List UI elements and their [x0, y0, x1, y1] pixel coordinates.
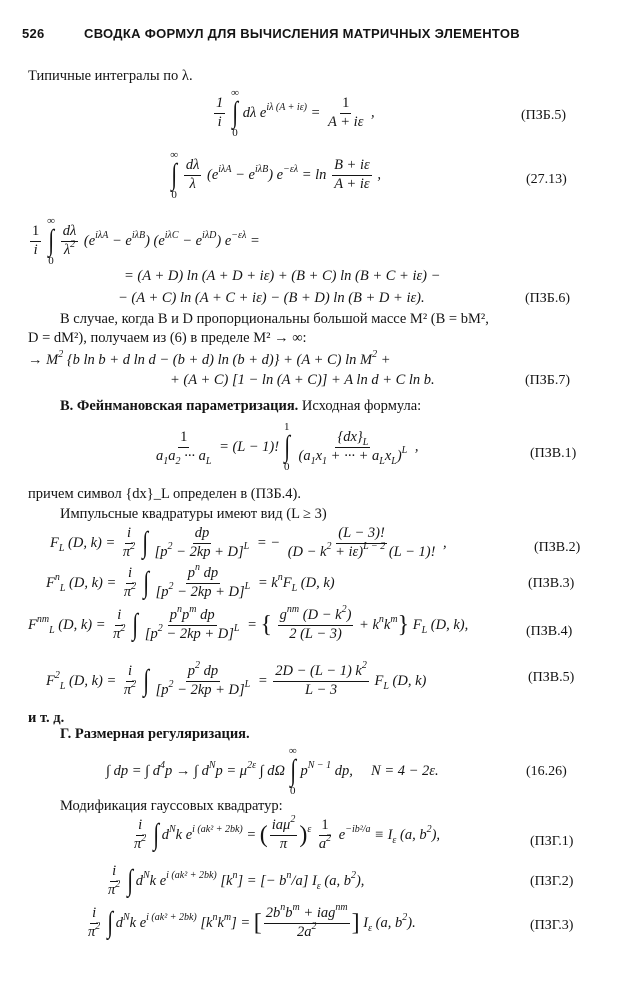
- section-b-heading: [60, 398, 421, 415]
- equation-p3v1: $\frac{1}{a_1a_2 \cdot\cdot\cdot a_L}$ = (L − 1)! 1 ∫ 0 $\frac{\{dx\}_L}{(a_1x_1 + \cdot\cdot\cdot + a_Lx_L)^L}$ ,: [156, 421, 419, 473]
- quadratures-intro: Импульсные квадратуры имеют вид (L ≥ 3): [60, 506, 327, 522]
- case-text-line2: D = dM²), получаем из (6) в пределе M² → ∞:: [28, 330, 307, 346]
- equation-tag: (ПЗБ.6): [525, 291, 570, 306]
- equation-p3g3: $\frac{i}{\pi^2}$ ∫ $d^Nk$ $e^{i (ak^2 + 2bk)}$ $[k^nk^m]$ = [ $\frac{2b^nb^m + iag^{nm}}{2a^2}$ ] $I_\varepsilon$ (a, $b^2$).: [88, 902, 416, 940]
- section-b-title: В. Фейнмановская параметризация.: [60, 398, 299, 414]
- equation-tag: (ПЗВ.3): [528, 576, 575, 591]
- equation-tag: (16.26): [526, 764, 567, 779]
- equation-p3v3: $F^n_L$ (D, k) = $\frac{i}{\pi^2}$ ∫ $\frac{p^n dp}{[p^2 - 2kp + D]^L}$ = $k^nF_L$ (D, k): [46, 562, 335, 600]
- page-number: 526: [22, 26, 45, 41]
- case-text-line1: В случае, когда B и D пропорциональны большой массе M² (B = bM²,: [60, 311, 489, 327]
- equation-p3g1: $\frac{i}{\pi^2}$ ∫ $d^Nk$ $e^{i (ak^2 + 2bk)}$ = ( $\frac{ia\mu^2}{\pi}$ )$^\varepsilon$ $\frac{1}{a^2}$ $e^{-ib^2/a} \equiv I_\varepsilon$ (a, $b^2$),: [134, 814, 441, 852]
- equation-tag: (ПЗБ.5): [521, 108, 566, 123]
- section-b-rest: Исходная формула:: [301, 398, 422, 414]
- equation-p3v5: $F^2_L$ (D, k) = $\frac{i}{\pi^2}$ ∫ $\frac{p^2 dp}{[p^2 - 2kp + D]^L}$ = $\frac{2D - (L - 1) k^2}{L - 3}$ $F_L$ (D, k): [46, 660, 427, 698]
- equation-p3b6-line3: − (A + C) ln (A + C + iε) − (B + D) ln (B + D + iε).: [118, 290, 425, 306]
- equation-tag: (27.13): [526, 172, 567, 187]
- running-title: СВОДКА ФОРМУЛ ДЛЯ ВЫЧИСЛЕНИЯ МАТРИЧНЫХ ЭЛЕМЕНТОВ: [84, 26, 520, 41]
- section-g-title: Г. Размерная регуляризация.: [60, 726, 250, 742]
- equation-tag: (ПЗБ.7): [525, 373, 570, 388]
- equation-tag: (ПЗВ.1): [530, 446, 577, 461]
- intro-text: Типичные интегралы по λ.: [28, 68, 193, 84]
- equation-tag: (ПЗВ.2): [534, 540, 581, 555]
- equation-p3v2: $F_L$ (D, k) = $\frac{i}{\pi^2}$ ∫ $\frac{dp}{[p^2 - 2kp + D]^L}$ = − $\frac{(L - 3)!}{(D - k^2 + i\varepsilon)^{L - 2} (L - 1)!}$ ,: [50, 525, 447, 560]
- equation-tag: (ПЗГ.1): [530, 834, 574, 849]
- equation-p3b6-line2: = (A + D) ln (A + D + iε) + (B + C) ln (B + C + iε) −: [124, 268, 441, 284]
- equation-p3g2: $\frac{i}{\pi^2}$ ∫ $d^Nk$ $e^{i (ak^2 + 2bk)}$ $[k^n]$ = [− $b^n/a$] $I_\varepsilon$ (a, $b^2$),: [108, 863, 365, 898]
- gauss-intro: Модификация гауссовых квадратур:: [60, 798, 283, 814]
- equation-tag: (ПЗВ.5): [528, 670, 575, 685]
- equation-p3b6-line1: $\frac{1}{i}$ ∞ ∫ 0 $\frac{d\lambda}{\lambda^2}$ $(e^{i\lambda A} - e^{i\lambda B}) (e^{i\lambda C} - e^{i\lambda D}) e^{-\varepsilon\lambda}$ =: [32, 215, 260, 267]
- equation-p3b7-line2: + (A + C) [1 − ln (A + C)] + A ln d + C ln b.: [170, 372, 435, 388]
- equation-p3b5: $\frac{1}{i}$ ∞ ∫ 0 dλ $e^{i\lambda (A + i\varepsilon)}$ = $\frac{1}{A + i\varepsilon}$ ,: [216, 87, 375, 139]
- etc-text: и т. д.: [28, 710, 65, 726]
- equation-p3b7-line1: → $M^2$ {b ln b + d ln d − (b + d) ln (b + d)} + (A + C) $\ln M^2$ +: [28, 349, 391, 368]
- equation-27-13: ∞ ∫ 0 $\frac{d\lambda}{\lambda}$ $(e^{i\lambda A} - e^{i\lambda B}) e^{-\varepsilon\lambda} = \ln$ $\frac{B + i\varepsilon}{A + i\varepsilon}$ ,: [170, 149, 381, 201]
- equation-tag: (ПЗВ.4): [526, 624, 573, 639]
- equation-tag: (ПЗГ.3): [530, 918, 574, 933]
- symbol-definition: причем символ {dx}_L определен в (ПЗБ.4).: [28, 486, 302, 502]
- equation-p3v4: $F^{nm}_L$ (D, k) = $\frac{i}{\pi^2}$ ∫ $\frac{p^np^m dp}{[p^2 - 2kp + D]^L}$ = { $\frac{g^{nm} (D - k^2)}{2 (L - 3)}$ + $k^nk^m$} $F_L$ (D, k),: [28, 604, 469, 642]
- equation-tag: (ПЗГ.2): [530, 874, 574, 889]
- equation-16-26: ∫ dp = ∫ $d^4p$ → ∫ $d^Np = \mu^{2\varepsilon}$ ∫ dΩ ∞ ∫ 0 $p^{N - 1}$ dp, N = 4 − 2ε.: [106, 745, 439, 797]
